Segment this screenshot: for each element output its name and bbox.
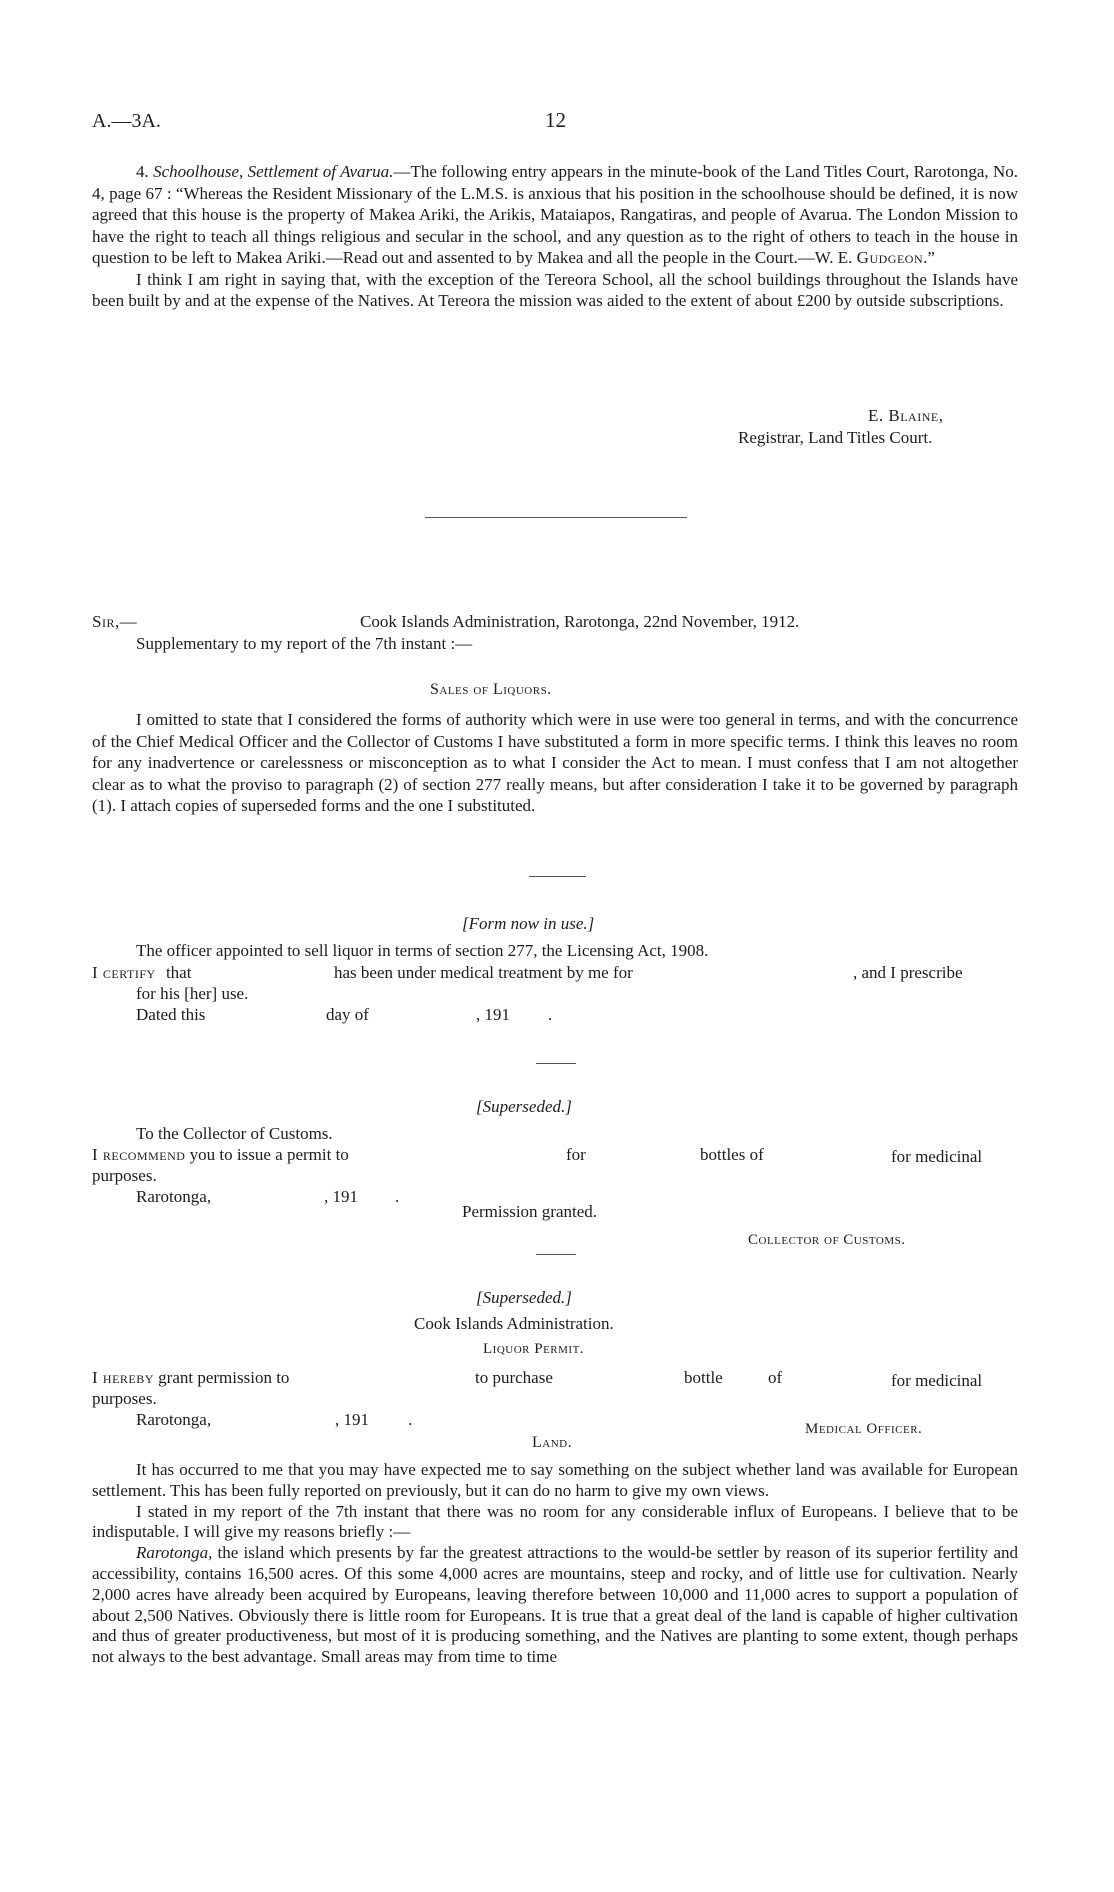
- section-divider: [425, 517, 687, 518]
- superseded-2-to-purchase: to purchase: [475, 1368, 553, 1387]
- form-now-dated: Dated this: [136, 1005, 206, 1024]
- superseded-1-bottles-of: bottles of: [700, 1145, 764, 1164]
- superseded-2-place: Rarotonga,: [136, 1410, 212, 1429]
- short-divider: [536, 1063, 576, 1064]
- superseded-2-of: of: [768, 1368, 783, 1387]
- superseded-1-recommend: I recommend you to issue a permit to: [92, 1145, 349, 1164]
- superseded-1-place: Rarotonga,: [136, 1187, 212, 1206]
- land-paragraph-1: It has occurred to me that you may have expected me to say something on the subject whether land was available for European settlement. This has been fully reported on previously, but it can do no harm to give my own views.: [92, 1460, 1018, 1500]
- superseded-2-hereby: I hereby grant permission to: [92, 1368, 290, 1387]
- schoolhouse-paragraph-2: I think I am right in saying that, with the exception of the Tereora School, all the school buildings throughout the Islands have been built by and at the expense of the Natives. At Tereora the mission was aided to the extent of about £200 by outside subscriptions.: [92, 269, 1018, 310]
- liquor-permit-title: Liquor Permit.: [483, 1341, 585, 1357]
- superseded-2-bottle: bottle: [684, 1368, 723, 1387]
- section-heading-liquors: Sales of Liquors.: [430, 681, 552, 698]
- form-now-heading: [Form now in use.]: [462, 914, 595, 933]
- land-paragraph-2: I stated in my report of the 7th instant that there was no room for any considerable influx of Europeans. I believe that to be indisputable. I will give my reasons briefly :—: [92, 1501, 1018, 1542]
- form-now-period: .: [548, 1005, 553, 1024]
- form-now-prescribe: , and I prescribe: [853, 963, 963, 982]
- schoolhouse-paragraph: 4. Schoolhouse, Settlement of Avarua.—The following entry appears in the minute-book of the Land Titles Court, Rarotonga, No. 4, page 67 : “Whereas the Resident Missionary of the L.M.S. is anxious that his position in the schoolhouse should be defined, it is now agreed that this house is the property of Makea Ariki, the Arikis, Mataiapos, Rangatiras, and people of Avarua. The London Mission to have the right to teach all things religious and secular in the school, and any question as to the right of others to teach in the house in question to be left to Makea Ariki.—Read out and assented to by Makea and all the people in the Court.—W. E. Gudgeon.” I think I am right in saying that, with the exception of the Tereora School, all the school buildings throughout the Islands have been built by and at the expense of the Natives. At Tereora the mission was aided to the extent of about £200 by outside subscriptions.: [92, 162, 1019, 310]
- section-heading-land: Land.: [532, 1434, 573, 1451]
- permission-granted: Permission granted.: [462, 1202, 598, 1221]
- superseded-2-heading: [Superseded.]: [476, 1288, 572, 1307]
- schoolhouse-heading: Schoolhouse, Settlement of Avarua.: [153, 162, 394, 181]
- superseded-1-purposes: purposes.: [92, 1166, 157, 1185]
- land-paragraph-3: Rarotonga, the island which presents by far the greatest attractions to the would-be settler by reason of its superior fertility and accessibility, contains 16,500 acres. Of this some 4,000 acres are mountains, steep and rocky, and of little use for cultivation. Nearly 2,000 acres have already been acquired by Europeans, leaving therefore between 10,000 and 11,000 acres to support a population of about 2,500 Natives. Obviously there is little room for Europeans. It is true that a great deal of the land is capable of higher cultivation and thus of greater productiveness, but most of it is producing something, and the Natives are planting to some extent, though perhaps not always to the best advantage. Small areas may from time to time: [92, 1543, 1018, 1667]
- form-now-year: , 191: [476, 1005, 510, 1024]
- form-now-day-of: day of: [326, 1005, 369, 1024]
- superseded-1-period: .: [395, 1187, 400, 1206]
- superseded-1-for: for: [566, 1145, 586, 1164]
- superseded-1-to: To the Collector of Customs.: [136, 1124, 333, 1143]
- form-now-certify: I certify that: [92, 963, 192, 982]
- superseded-2-purposes: purposes.: [92, 1389, 157, 1408]
- superseded-1-heading: [Superseded.]: [476, 1097, 572, 1116]
- short-divider: [529, 876, 586, 877]
- signature-title: Registrar, Land Titles Court.: [738, 428, 933, 447]
- page-number: 12: [545, 108, 566, 132]
- land-paragraphs: [92, 1460, 1018, 1668]
- document-reference: A.—3A.: [92, 110, 161, 132]
- superseded-1-year: , 191: [324, 1187, 358, 1206]
- form-now-treatment: has been under medical treatment by me for: [334, 963, 633, 982]
- superseded-1-medicinal: for medicinal: [891, 1147, 983, 1166]
- collector-of-customs: Collector of Customs.: [748, 1232, 906, 1248]
- superseded-2-period: .: [408, 1410, 413, 1429]
- short-divider: [536, 1254, 576, 1255]
- form-now-use: for his [her] use.: [136, 984, 249, 1003]
- signature-name: E. Blaine,: [868, 406, 944, 425]
- letter-intro: Supplementary to my report of the 7th instant :—: [136, 634, 473, 653]
- liquor-paragraph: I omitted to state that I considered the forms of authority which were in use were too general in terms, and with the concurrence of the Chief Medical Officer and the Collector of Customs I have substituted a form in more specific terms. I think this leaves no room for any inadvertence or carelessness or misconception as to what I consider the Act to mean. I must confess that I am not altogether clear as to what the proviso to paragraph (2) of section 277 really means, but after consideration I take it to be governed by paragraph (1). I attach copies of superseded forms and the one I substituted.: [92, 710, 1018, 815]
- salutation: Sir,—: [92, 612, 138, 631]
- superseded-2-year: , 191: [335, 1410, 369, 1429]
- letter-address: Cook Islands Administration, Rarotonga, 22nd November, 1912.: [360, 612, 800, 631]
- medical-officer: Medical Officer.: [805, 1421, 923, 1437]
- superseded-2-medicinal: for medicinal: [891, 1371, 983, 1390]
- superseded-2-admin: Cook Islands Administration.: [414, 1314, 614, 1333]
- form-now-line1: The officer appointed to sell liquor in terms of section 277, the Licensing Act, 1908.: [136, 941, 709, 960]
